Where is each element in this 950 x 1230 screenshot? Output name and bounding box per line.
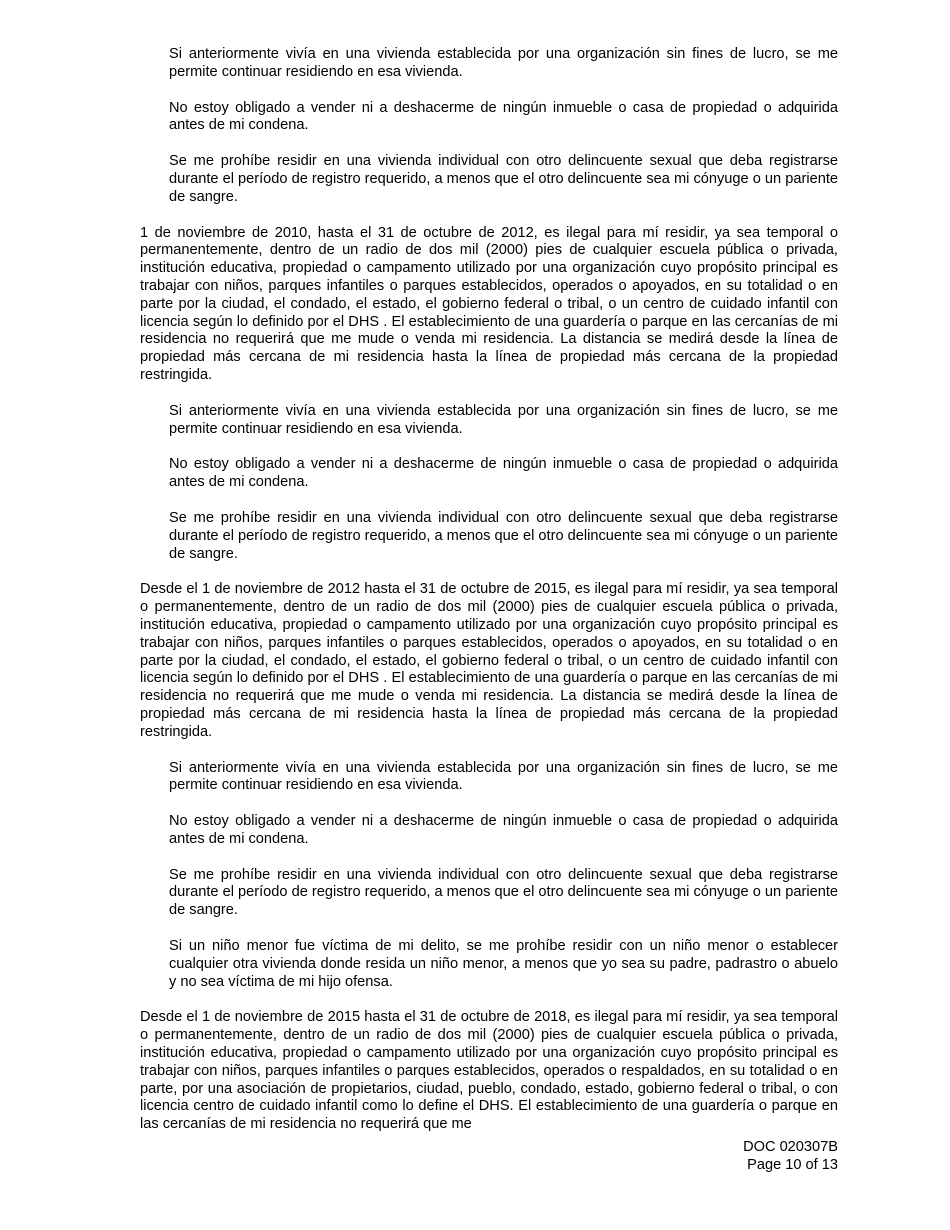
body-paragraph: Desde el 1 de noviembre de 2012 hasta el 31 de octubre de 2015, es ilegal para mí residir, ya sea temporal o permanentemente, dentro de un radio de dos mil (2000) pies de cualquier escuela pública o privada, institución educativa, propiedad o campamento utilizado por una organización cuyo propósito principal es trabajar con niños, parques infantiles o parques establecidos, operados o apoyados, en su totalidad o en parte por la ciudad, el condado, el estado, el gobierno federal o tribal, o un centro de cuidado infantil con licencia según lo definido por el DHS . El establecimiento de una guardería o parque en las cercanías de mi residencia no requerirá que me mude o venda mi residencia. La distancia se medirá desde la línea de propiedad más cercana de mi residencia hasta la línea de propiedad más cercana de la propiedad restringida. <box>140 581 838 740</box>
document-number: DOC 020307B <box>743 1139 838 1155</box>
indented-paragraph: Si anteriormente vivía en una vivienda establecida por una organización sin fines de lucro, se me permite continuar residiendo en esa vivienda. <box>169 759 838 794</box>
indented-paragraph: Se me prohíbe residir en una vivienda individual con otro delincuente sexual que deba registrarse durante el período de registro requerido, a menos que el otro delincuente sea mi cónyuge o un pariente de sangre. <box>169 509 838 562</box>
page-number: Page 10 of 13 <box>747 1157 838 1173</box>
body-paragraph: 1 de noviembre de 2010, hasta el 31 de octubre de 2012, es ilegal para mí residir, ya sea temporal o permanentemente, dentro de un radio de dos mil (2000) pies de cualquier escuela pública o privada, institución educativa, propiedad o campamento utilizado por una organización cuyo propósito principal es trabajar con niños, parques infantiles o parques establecidos, operados o apoyados, en su totalidad o en parte por la ciudad, el condado, el estado, el gobierno federal o tribal, o un centro de cuidado infantil con licencia según lo definido por el DHS . El establecimiento de una guardería o parque en las cercanías de mi residencia no requerirá que me mude o venda mi residencia. La distancia se medirá desde la línea de propiedad más cercana de mi residencia hasta la línea de propiedad más cercana de la propiedad restringida. <box>140 224 838 383</box>
indented-paragraph: No estoy obligado a vender ni a deshacerme de ningún inmueble o casa de propiedad o adquirida antes de mi condena. <box>169 813 838 847</box>
indented-paragraph: Si anteriormente vivía en una vivienda establecida por una organización sin fines de lucro, se me permite continuar residiendo en esa vivienda. <box>169 46 838 80</box>
indented-paragraph: Si anteriormente vivía en una vivienda establecida por una organización sin fines de lucro, se me permite continuar residiendo en esa vivienda. <box>169 402 838 437</box>
indented-paragraph: Si un niño menor fue víctima de mi delito, se me prohíbe residir con un niño menor o establecer cualquier otra vivienda donde resida un niño menor, a menos que yo sea su padre, padrastro o abuelo y no sea víctima de mi hijo ofensa. <box>169 938 838 990</box>
body-paragraph: Desde el 1 de noviembre de 2015 hasta el 31 de octubre de 2018, es ilegal para mí residir, ya sea temporal o permanentemente, dentro de un radio de dos mil (2000) pies de cualquier escuela pública o privada, institución educativa, propiedad o campamento utilizado por una organización cuyo propósito principal es trabajar con niños, parques infantiles o parques establecidos, operados o respaldados, en su totalidad o en parte, por una asociación de propietarios, ciudad, pueblo, condado, estado, gobierno federal o tribal, o con licencia centro de cuidado infantil como lo define el DHS. El establecimiento de una guardería o parque en las cercanías de mi residencia no requerirá que me <box>140 1009 838 1133</box>
indented-paragraph: No estoy obligado a vender ni a deshacerme de ningún inmueble o casa de propiedad o adquirida antes de mi condena. <box>169 456 838 491</box>
document-body <box>140 46 838 1134</box>
indented-paragraph: No estoy obligado a vender ni a deshacerme de ningún inmueble o casa de propiedad o adquirida antes de mi condena. <box>169 99 838 134</box>
indented-paragraph: Se me prohíbe residir en una vivienda individual con otro delincuente sexual que deba registrarse durante el período de registro requerido, a menos que el otro delincuente sea mi cónyuge o un pariente de sangre. <box>169 866 838 919</box>
page-footer <box>743 1138 838 1174</box>
indented-paragraph: Se me prohíbe residir en una vivienda individual con otro delincuente sexual que deba registrarse durante el período de registro requerido, a menos que el otro delincuente sea mi cónyuge o un pariente de sangre. <box>169 153 838 205</box>
